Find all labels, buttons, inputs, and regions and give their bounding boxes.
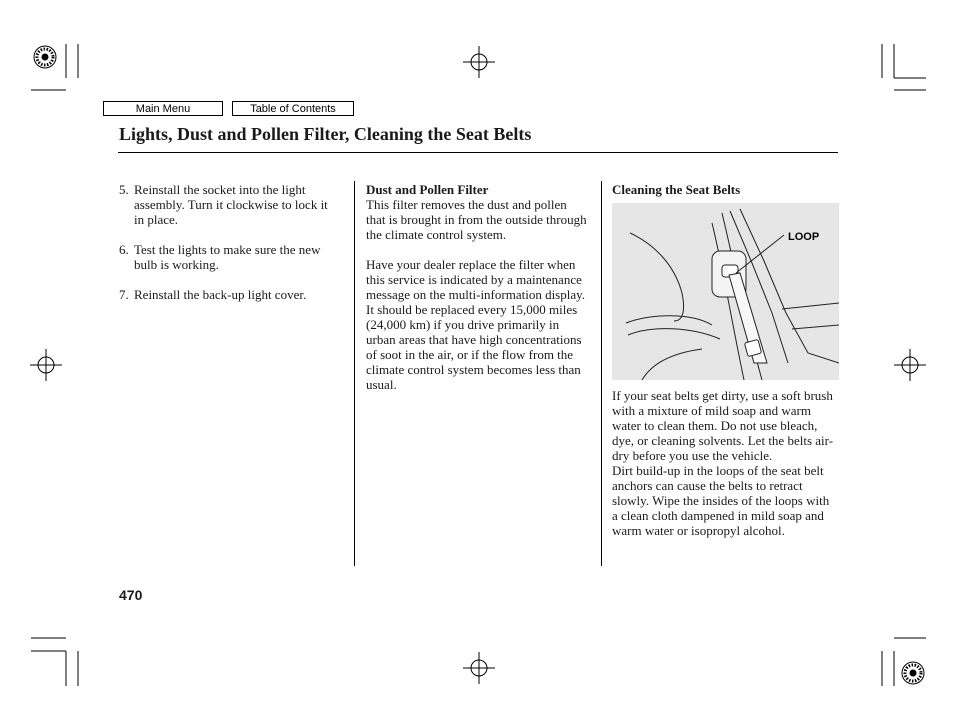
filter-column <box>366 182 588 392</box>
step-text: Test the lights to make sure the new bulb is working. <box>134 242 321 272</box>
column-divider <box>354 181 355 566</box>
step-number: 5. <box>119 182 129 197</box>
seatbelts-text <box>612 388 838 538</box>
list-item <box>119 242 341 272</box>
page-number: 470 <box>119 587 143 603</box>
starburst-mark-top-left <box>34 46 56 68</box>
steps-column <box>119 182 341 317</box>
seatbelts-paragraph-1: If your seat belts get dirty, use a soft brush with a mixture of mild soap and warm water to clean them. Do not use bleach, dye, or cleaning solvents. Let the belts air-dry before you use the vehicle. <box>612 388 834 463</box>
list-item <box>119 182 341 227</box>
filter-paragraph-1: This filter removes the dust and pollen that is brought in from the outside through the climate control system. <box>366 197 587 242</box>
step-number: 7. <box>119 287 129 302</box>
main-menu-button[interactable]: Main Menu <box>103 101 223 116</box>
seat-belt-loop-illustration <box>612 203 839 380</box>
loop-label: LOOP <box>788 231 820 243</box>
starburst-mark-bottom-right <box>902 662 924 684</box>
table-of-contents-button[interactable]: Table of Contents <box>232 101 354 116</box>
seatbelts-paragraph-2: Dirt build-up in the loops of the seat belt anchors can cause the belts to retract slowly. Wipe the insides of the loops with a clean cloth dampened in mild soap and warm water or isopropyl alcohol. <box>612 463 830 538</box>
step-text: Reinstall the socket into the light assembly. Turn it clockwise to lock it in place. <box>134 182 328 227</box>
title-rule <box>118 152 838 153</box>
step-text: Reinstall the back-up light cover. <box>134 287 307 302</box>
step-number: 6. <box>119 242 129 257</box>
list-item <box>119 287 341 302</box>
page-title: Lights, Dust and Pollen Filter, Cleaning the Seat Belts <box>119 124 532 144</box>
seatbelts-column <box>612 182 838 197</box>
seatbelts-heading: Cleaning the Seat Belts <box>612 182 741 197</box>
seat-belt-drawing <box>612 203 839 380</box>
filter-heading: Dust and Pollen Filter <box>366 182 489 197</box>
filter-paragraph-2: Have your dealer replace the filter when this service is indicated by a maintenance message on the multi-information display. It should be replaced every 15,000 miles (24,000 km) if you drive primarily in urban areas that have high concentrations of soot in the air, or if the flow from the climate control system becomes less than usual. <box>366 257 586 392</box>
column-divider <box>601 181 602 566</box>
